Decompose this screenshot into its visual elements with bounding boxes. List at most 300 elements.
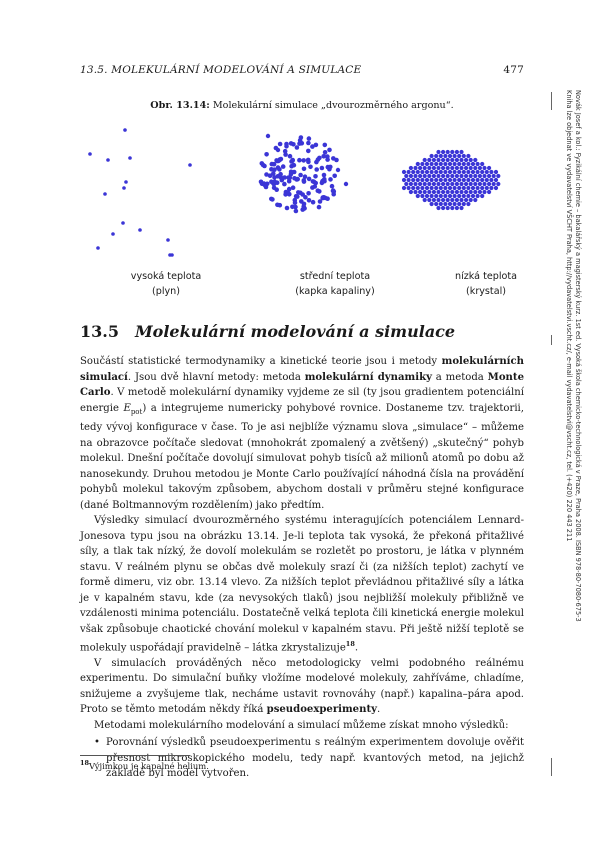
liquid-molecule <box>308 165 313 170</box>
paragraph-1 <box>80 354 524 513</box>
crystal-molecule <box>441 190 445 194</box>
liquid-molecule <box>321 195 326 200</box>
crystal-molecule <box>455 166 459 170</box>
crystal-molecule <box>455 150 459 154</box>
crystal-molecule <box>420 178 424 182</box>
liquid-molecule <box>269 167 274 172</box>
gas-panel <box>88 128 192 257</box>
side-bar-top <box>551 92 552 110</box>
crystal-molecule <box>425 162 429 166</box>
crystal-molecule <box>443 178 447 182</box>
crystal-molecule <box>492 174 496 178</box>
copyright-side-note <box>564 90 582 770</box>
crystal-molecule <box>476 162 480 166</box>
crystal-molecule <box>411 170 415 174</box>
liquid-molecule <box>262 183 267 188</box>
crystal-molecule <box>466 170 470 174</box>
crystal-molecule <box>430 178 434 182</box>
crystal-molecule <box>409 174 413 178</box>
liquid-molecule <box>328 165 333 170</box>
liquid-molecule <box>278 142 283 147</box>
crystal-molecule <box>425 194 429 198</box>
crystal-molecule <box>402 178 406 182</box>
crystal-molecule <box>489 178 493 182</box>
side-note-line1: Novák Josef a kol.: Fyzikální chemie – bakalářský a magisterský kurz. 1st ed. Vysoká škola chemicko-technologická v Praze, Praha 2008. ISBN 978-80-7080-675-3 <box>574 90 582 622</box>
crystal-molecule <box>423 158 427 162</box>
term-bold: molekulární dynamiky <box>304 371 432 383</box>
gas-molecule <box>166 238 170 242</box>
crystal-molecule <box>448 202 452 206</box>
crystal-molecule <box>439 154 443 158</box>
crystal-molecule <box>457 202 461 206</box>
crystal-molecule <box>482 182 486 186</box>
crystal-molecule <box>480 186 484 190</box>
crystal-molecule <box>443 154 447 158</box>
crystal-molecule <box>450 198 454 202</box>
panel-label-crystal-line2: (krystal) <box>466 286 506 297</box>
crystal-molecule <box>453 202 457 206</box>
crystal-molecule <box>434 186 438 190</box>
liquid-molecule <box>276 148 280 152</box>
figure-caption <box>80 100 524 111</box>
liquid-molecule <box>310 185 315 190</box>
liquid-molecule <box>292 176 297 181</box>
crystal-molecule <box>453 170 457 174</box>
crystal-molecule <box>453 162 457 166</box>
crystal-molecule <box>425 178 429 182</box>
crystal-molecule <box>439 162 443 166</box>
crystal-molecule <box>411 186 415 190</box>
footnote <box>80 759 524 771</box>
crystal-panel <box>402 150 501 210</box>
crystal-molecule <box>476 194 480 198</box>
crystal-molecule <box>494 186 498 190</box>
crystal-molecule <box>494 170 498 174</box>
crystal-molecule <box>441 174 445 178</box>
crystal-molecule <box>432 190 436 194</box>
gas-molecule <box>138 228 142 232</box>
crystal-molecule <box>494 178 498 182</box>
gas-molecule <box>121 221 125 225</box>
crystal-molecule <box>455 206 459 210</box>
liquid-molecule <box>279 157 284 162</box>
crystal-molecule <box>439 194 443 198</box>
text-run: Součástí statistické termodynamiky a kinetické teorie jsou i metody <box>80 356 442 367</box>
section-title: Molekulární modelování a simulace <box>134 322 456 341</box>
crystal-molecule <box>453 178 457 182</box>
gas-molecule <box>88 152 92 156</box>
text-run: . Jsou dvě hlavní metody: metoda <box>127 371 305 383</box>
crystal-molecule <box>427 174 431 178</box>
crystal-molecule <box>450 150 454 154</box>
liquid-molecule <box>311 179 316 184</box>
liquid-molecule <box>291 142 296 147</box>
crystal-molecule <box>416 162 420 166</box>
crystal-molecule <box>427 182 431 186</box>
liquid-molecule <box>294 209 299 214</box>
crystal-molecule <box>462 162 466 166</box>
crystal-molecule <box>480 178 484 182</box>
crystal-molecule <box>478 182 482 186</box>
liquid-molecule <box>287 176 292 181</box>
crystal-molecule <box>436 206 440 210</box>
crystal-molecule <box>457 186 461 190</box>
panel-label-liquid <box>255 269 415 299</box>
crystal-molecule <box>430 186 434 190</box>
crystal-molecule <box>443 194 447 198</box>
crystal-molecule <box>459 150 463 154</box>
crystal-molecule <box>469 166 473 170</box>
liquid-molecule <box>298 191 303 196</box>
crystal-molecule <box>423 174 427 178</box>
crystal-molecule <box>473 158 477 162</box>
crystal-molecule <box>432 182 436 186</box>
crystal-molecule <box>434 170 438 174</box>
liquid-molecule <box>276 174 281 179</box>
running-head-title: 13.5. MOLEKULÁRNÍ MODELOVÁNÍ A SIMULACE <box>80 64 362 76</box>
symbol-energy: E <box>123 402 131 414</box>
paragraph-4 <box>80 718 524 734</box>
liquid-molecule <box>344 182 348 186</box>
liquid-molecule <box>336 168 340 172</box>
crystal-molecule <box>436 182 440 186</box>
liquid-molecule <box>306 149 311 154</box>
crystal-molecule <box>441 198 445 202</box>
paragraph-2 <box>80 513 524 656</box>
crystal-molecule <box>418 166 422 170</box>
liquid-molecule <box>275 180 280 185</box>
liquid-molecule <box>291 185 296 190</box>
liquid-molecule <box>298 173 303 178</box>
side-bar-bottom <box>551 758 552 776</box>
crystal-molecule <box>489 170 493 174</box>
crystal-molecule <box>436 150 440 154</box>
crystal-molecule <box>459 198 463 202</box>
crystal-molecule <box>409 166 413 170</box>
crystal-molecule <box>413 166 417 170</box>
section-heading <box>80 322 524 341</box>
crystal-molecule <box>427 190 431 194</box>
crystal-molecule <box>423 182 427 186</box>
side-bar-middle <box>551 335 552 345</box>
liquid-molecule <box>264 172 269 177</box>
crystal-molecule <box>418 182 422 186</box>
liquid-molecule <box>316 157 321 162</box>
crystal-molecule <box>425 170 429 174</box>
gas-molecule <box>103 192 107 196</box>
crystal-molecule <box>485 170 489 174</box>
liquid-molecule <box>325 157 330 162</box>
crystal-molecule <box>462 194 466 198</box>
liquid-molecule <box>306 141 311 146</box>
text-run: . V metodě molekulární dynamiky vyjdeme ze sil (ty jsou gradientem potenciální energie <box>80 387 524 414</box>
crystal-molecule <box>476 178 480 182</box>
crystal-molecule <box>471 178 475 182</box>
crystal-molecule <box>443 162 447 166</box>
crystal-molecule <box>466 154 470 158</box>
crystal-molecule <box>485 186 489 190</box>
crystal-molecule <box>446 198 450 202</box>
crystal-molecule <box>409 190 413 194</box>
crystal-molecule <box>443 170 447 174</box>
crystal-molecule <box>413 190 417 194</box>
liquid-molecule <box>303 174 308 179</box>
crystal-molecule <box>413 182 417 186</box>
crystal-molecule <box>487 166 491 170</box>
text-run: Výsledky simulací dvourozměrného systému interagujících potenciálem Lennard-Jonesova typu jsou na obrázku 13.14. Je-li teplota tak vysoká, že překoná přitažlivé síly, a tlak tak nízký, že dovolí molekulám se rozletět po prostoru, je látka v plynném stavu. V reálném plynu se občas dvě molekuly srazí či (za nižších teplot) zachytí ve formě dimeru, viz obr. 13.14 vlevo. Za nižších teplot převládnou přitažlivé síly a látka je v kapalném stavu, kde (za nevysokých tlaků) jsou nejbližší molekuly přibližně ve vzdálenosti minima potenciálu. Dostatečně velká teplota čili kinetická energie molekul však způsobuje chaotické chování molekul v kapalném stavu. Při ještě nižší teplotě se molekuly uspořádají pravidelně – látka zkrystalizuje <box>80 515 524 654</box>
crystal-molecule <box>407 186 411 190</box>
crystal-molecule <box>450 190 454 194</box>
crystal-molecule <box>441 150 445 154</box>
crystal-molecule <box>436 198 440 202</box>
crystal-molecule <box>462 170 466 174</box>
footnote-reference[interactable]: 18 <box>345 640 355 649</box>
crystal-molecule <box>427 198 431 202</box>
crystal-molecule <box>464 166 468 170</box>
crystal-molecule <box>462 154 466 158</box>
liquid-molecule <box>331 156 336 161</box>
crystal-molecule <box>489 186 493 190</box>
gas-molecule <box>128 156 132 160</box>
crystal-molecule <box>453 194 457 198</box>
crystal-molecule <box>459 190 463 194</box>
crystal-molecule <box>457 178 461 182</box>
crystal-molecule <box>466 194 470 198</box>
liquid-molecule <box>306 191 311 196</box>
crystal-molecule <box>446 206 450 210</box>
crystal-molecule <box>469 182 473 186</box>
crystal-molecule <box>446 190 450 194</box>
crystal-molecule <box>457 162 461 166</box>
crystal-molecule <box>441 158 445 162</box>
term-bold: Monte Carlo <box>80 371 524 398</box>
crystal-molecule <box>473 190 477 194</box>
section-number: 13.5 <box>80 322 119 341</box>
page-number: 477 <box>503 64 524 76</box>
liquid-molecule <box>316 188 321 193</box>
liquid-molecule <box>295 145 300 150</box>
text-run: Metodami molekulárního modelování a simulací můžeme získat mnoho výsledků: <box>94 719 509 731</box>
crystal-molecule <box>482 166 486 170</box>
crystal-molecule <box>485 178 489 182</box>
crystal-molecule <box>459 182 463 186</box>
text-run: V simulacích prováděných něco metodologicky velmi podobného reálnému experimentu. Do simulační buňky vložíme modelové molekuly, zahříváme, chladíme, snižujeme a zvyšujeme tlak, necháme ustavit rovnováhy (např.) kapalina–pára apod. Proto se těmto metodám někdy říká <box>80 657 524 716</box>
crystal-molecule <box>416 194 420 198</box>
crystal-molecule <box>441 182 445 186</box>
crystal-molecule <box>409 182 413 186</box>
crystal-molecule <box>464 158 468 162</box>
crystal-molecule <box>462 186 466 190</box>
gas-molecule <box>124 180 128 184</box>
liquid-molecule <box>271 171 276 176</box>
crystal-molecule <box>420 194 424 198</box>
crystal-molecule <box>471 162 475 166</box>
liquid-molecule <box>294 194 299 199</box>
liquid-molecule <box>285 206 290 211</box>
crystal-molecule <box>464 174 468 178</box>
crystal-molecule <box>457 170 461 174</box>
panel-label-gas <box>86 269 246 299</box>
crystal-molecule <box>439 178 443 182</box>
text-run: ) a integrujeme numericky pohybové rovnice. Dostaneme tzv. trajektorii, tedy vývoj konfigurace v čase. To je asi nejblíže významu slova „simulace“ – můžeme na obrazovce počítače sledovat (mnohokrát zpomalený a zvětšený) „skutečný“ pohyb molekul. Dnešní počítače dovolují simulovat pohyb tisíců až milionů atomů po dobu až nanosekundy. Druhou metodou je Monte Carlo používající náhodná čísla na provádění pohybů molekul takovým způsobem, abychom dostali v průměru stejné konfigurace (dané Boltmannovým rozdělením) jako předtím. <box>80 402 524 511</box>
liquid-molecule <box>320 179 325 184</box>
footnote-text: Výjimkou je kapalné helium. <box>89 760 209 771</box>
liquid-molecule <box>321 154 326 159</box>
crystal-molecule <box>482 174 486 178</box>
crystal-molecule <box>478 190 482 194</box>
crystal-molecule <box>430 162 434 166</box>
crystal-molecule <box>439 170 443 174</box>
crystal-molecule <box>407 170 411 174</box>
footnote-mark: 18 <box>80 759 90 767</box>
paragraph-3 <box>80 656 524 718</box>
crystal-molecule <box>459 166 463 170</box>
body-text <box>80 354 524 782</box>
liquid-molecule <box>307 136 312 141</box>
gas-molecule <box>123 128 127 132</box>
panel-label-gas-line1: vysoká teplota <box>130 271 202 282</box>
crystal-molecule <box>443 202 447 206</box>
liquid-molecule <box>317 205 322 210</box>
text-run: . <box>354 642 359 654</box>
liquid-molecule <box>289 170 294 175</box>
panel-label-liquid-line1: střední teplota <box>299 271 371 282</box>
crystal-molecule <box>416 186 420 190</box>
panel-label-liquid-line2: (kapka kapaliny) <box>295 286 375 297</box>
liquid-molecule <box>269 179 274 184</box>
crystal-molecule <box>487 182 491 186</box>
liquid-molecule <box>288 154 293 159</box>
liquid-drop-panel <box>259 134 348 213</box>
crystal-molecule <box>423 166 427 170</box>
crystal-molecule <box>423 198 427 202</box>
crystal-molecule <box>416 178 420 182</box>
crystal-molecule <box>473 198 477 202</box>
crystal-molecule <box>430 194 434 198</box>
liquid-molecule <box>332 174 337 179</box>
gas-molecule <box>106 158 110 162</box>
crystal-molecule <box>436 158 440 162</box>
crystal-molecule <box>420 162 424 166</box>
crystal-molecule <box>446 182 450 186</box>
footnote-divider <box>80 755 190 756</box>
crystal-molecule <box>413 174 417 178</box>
crystal-molecule <box>450 182 454 186</box>
crystal-molecule <box>446 166 450 170</box>
crystal-molecule <box>448 186 452 190</box>
crystal-molecule <box>476 186 480 190</box>
liquid-molecule <box>297 158 302 163</box>
crystal-molecule <box>469 158 473 162</box>
crystal-molecule <box>432 198 436 202</box>
crystal-molecule <box>476 170 480 174</box>
liquid-molecule <box>331 188 336 193</box>
liquid-molecule <box>281 164 286 169</box>
liquid-molecule <box>274 187 279 192</box>
crystal-molecule <box>459 174 463 178</box>
crystal-molecule <box>487 190 491 194</box>
liquid-molecule <box>293 200 298 205</box>
crystal-molecule <box>404 182 408 186</box>
crystal-molecule <box>434 162 438 166</box>
crystal-molecule <box>473 166 477 170</box>
crystal-molecule <box>455 174 459 178</box>
liquid-molecule <box>282 175 287 180</box>
crystal-molecule <box>482 190 486 194</box>
crystal-molecule <box>455 190 459 194</box>
crystal-molecule <box>446 158 450 162</box>
liquid-molecule <box>299 199 304 204</box>
liquid-molecule <box>313 174 318 179</box>
crystal-molecule <box>450 206 454 210</box>
crystal-molecule <box>466 162 470 166</box>
gas-molecule <box>111 232 115 236</box>
crystal-molecule <box>448 162 452 166</box>
gas-molecule <box>170 253 174 257</box>
crystal-molecule <box>450 166 454 170</box>
text-run: a metoda <box>431 371 488 383</box>
term-bold: pseudoexperimenty <box>266 704 377 716</box>
crystal-molecule <box>425 186 429 190</box>
crystal-molecule <box>418 174 422 178</box>
running-head <box>80 64 524 76</box>
bullet-icon: • <box>94 737 100 749</box>
liquid-molecule <box>323 150 328 155</box>
crystal-molecule <box>455 182 459 186</box>
crystal-molecule <box>427 158 431 162</box>
crystal-molecule <box>473 182 477 186</box>
liquid-molecule <box>330 184 335 189</box>
liquid-molecule <box>293 205 298 210</box>
figure-caption-text: Molekulární simulace „dvourozměrného argonu“. <box>209 100 454 111</box>
crystal-molecule <box>448 178 452 182</box>
crystal-molecule <box>427 166 431 170</box>
crystal-molecule <box>432 166 436 170</box>
crystal-molecule <box>434 178 438 182</box>
crystal-molecule <box>446 150 450 154</box>
gas-molecule <box>122 186 126 190</box>
liquid-molecule <box>307 177 312 182</box>
liquid-molecule <box>277 167 282 172</box>
crystal-molecule <box>464 198 468 202</box>
crystal-molecule <box>439 202 443 206</box>
panel-label-gas-line2: (plyn) <box>152 286 180 297</box>
crystal-molecule <box>436 190 440 194</box>
crystal-molecule <box>466 202 470 206</box>
liquid-molecule <box>286 191 291 196</box>
crystal-molecule <box>436 174 440 178</box>
liquid-molecule <box>299 135 304 140</box>
crystal-molecule <box>480 194 484 198</box>
liquid-molecule <box>284 142 289 147</box>
liquid-molecule <box>320 166 325 171</box>
crystal-molecule <box>446 174 450 178</box>
crystal-molecule <box>457 194 461 198</box>
liquid-molecule <box>289 164 294 169</box>
crystal-molecule <box>439 186 443 190</box>
crystal-molecule <box>471 170 475 174</box>
crystal-molecule <box>462 202 466 206</box>
crystal-molecule <box>457 154 461 158</box>
crystal-molecule <box>459 158 463 162</box>
crystal-molecule <box>432 158 436 162</box>
crystal-molecule <box>469 190 473 194</box>
gas-molecule <box>188 163 192 167</box>
crystal-molecule <box>471 186 475 190</box>
crystal-molecule <box>466 186 470 190</box>
side-note-line2: Kniha lze objednat ve vydavatelství VŠCHT Praha, http://vydavatelstvi.vscht.cz/, e-mail vydavatelstvi@vscht.cz, tel. (+420) 220 443 211 <box>565 90 573 542</box>
term-bold: molekulárních simulací <box>80 356 524 383</box>
